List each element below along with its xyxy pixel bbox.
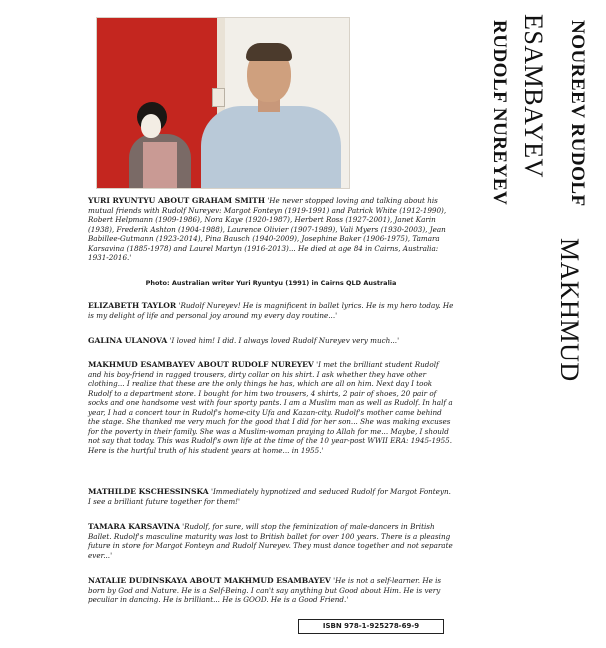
quote-author: GALINA ULANOVA — [88, 336, 168, 345]
quote-text: 'He never stopped loving and talking about his mutual friends with Rudolf Nureyev: Margot Fonteyn (1919-1991) and Patrick White (1912-1990), Robert Helpmann (1909-1986), Nora Kaye (1920-1987), Herbert Ross (1927-2001), Janet Karin (1938), Frederik Ashton (1904-1988), Laurence Olivier (1907-1989), Vali Myers (1930-2003), Jean Babillee-Gutmann (1923-2014), Pina Bausch (1940-2009), Josephine Baker (1906-1975), Tamara Karsavina (1885-1978) and Laurel Martyn (1916-2013)... He died at age 84 in Cairns, Australia: 1931-2016.' — [88, 196, 447, 262]
isbn-box: ISBN 978-1-925278-69-9 — [298, 619, 444, 634]
quote-author: NATALIE DUDINSKAYA ABOUT MAKHMUD ESAMBAYEV — [88, 576, 331, 585]
spine-rudolf-nureyev: RUDOLF NUREYEV — [489, 20, 510, 206]
man-shirt — [201, 106, 341, 188]
quote-taylor — [88, 301, 454, 320]
quote-text: 'I loved him! I did. I always loved Rudolf Nureyev very much...' — [169, 336, 400, 345]
geisha-kimono — [143, 142, 177, 188]
spine-esambayev: ESAMBAYEV — [519, 14, 548, 178]
quote-dudinskaya — [88, 576, 454, 605]
quote-karsavina — [88, 522, 454, 560]
quote-text: 'Rudolf Nureyev! He is magnificent in ballet lyrics. He is my hero today. He is my delight of life and personal joy around my every day routine...' — [88, 301, 454, 320]
quote-author: MAKHMUD ESAMBAYEV ABOUT RUDOLF NUREYEV — [88, 360, 314, 369]
cover-photo — [97, 18, 349, 188]
quote-ryuntyu — [88, 196, 454, 263]
spine-noureev-rudolf: NOUREEV RUDOLF — [567, 20, 588, 207]
quote-author: YURI RYUNTYU ABOUT GRAHAM SMITH — [88, 196, 266, 205]
quote-author: ELIZABETH TAYLOR — [88, 301, 177, 310]
man-hair — [246, 43, 292, 61]
quote-text: 'I met the brilliant student Rudolf and his boy-friend in ragged trousers, dirty collar on his shirt. I ask whether they have other clothing... I realize that these are the only things he has, which are all on him. Next day I took Rudolf to a department store. I bought for him two trousers, 4 shirts, 2 pair of shoes, 20 pair of socks and one handsome vest with four sporty pants. I am a Muslim man as well as Rudolf. In half a year, I had a concert tour in Rudolf's home-city Ufa and Kazan-city. Rudolf's mother came behind the stage. She thanked me very much for the good that I did for her son... She was making excuses for the poverty in their family. She was a Muslim-woman praying to Allah for me... Maybe, I should not say that today. This was Rudolf's own life at the time of the 10 year-post WWII ERA: 1945-1955. Here is the hurtful truth of his student years at home... in 1955.' — [88, 360, 453, 455]
photo-caption: Photo: Australian writer Yuri Ryuntyu (1991) in Cairns QLD Australia — [145, 279, 397, 287]
quote-text: 'Immediately hypnotized and seduced Rudolf for Margot Fonteyn. I see a brilliant future together for them!' — [88, 487, 451, 506]
quote-esambayev — [88, 360, 454, 455]
quote-text: 'He is not a self-learner. He is born by God and Nature. He is a Self-Being. I can't say anything but Good about Him. He is very peculiar in dancing. He is brilliant... He is GOOD. He is a Good Friend.' — [88, 576, 442, 604]
quote-ulanova — [88, 336, 454, 346]
quote-author: MATHILDE KSCHESSINSKA — [88, 487, 209, 496]
quote-text: 'Rudolf, for sure, will stop the feminization of male-dancers in British Ballet. Rudolf's masculine maturity was lost to British ballet for over 100 years. There is a pleasing future in store for Margot Fonteyn and Rudolf Nureyev. They must dance together and not separate ever...' — [88, 522, 453, 560]
quote-author: TAMARA KARSAVINA — [88, 522, 180, 531]
geisha-face — [141, 114, 161, 138]
quote-kschessinska — [88, 487, 454, 506]
spine-makhmud: MAKHMUD — [555, 238, 584, 382]
light-switch — [212, 88, 225, 107]
